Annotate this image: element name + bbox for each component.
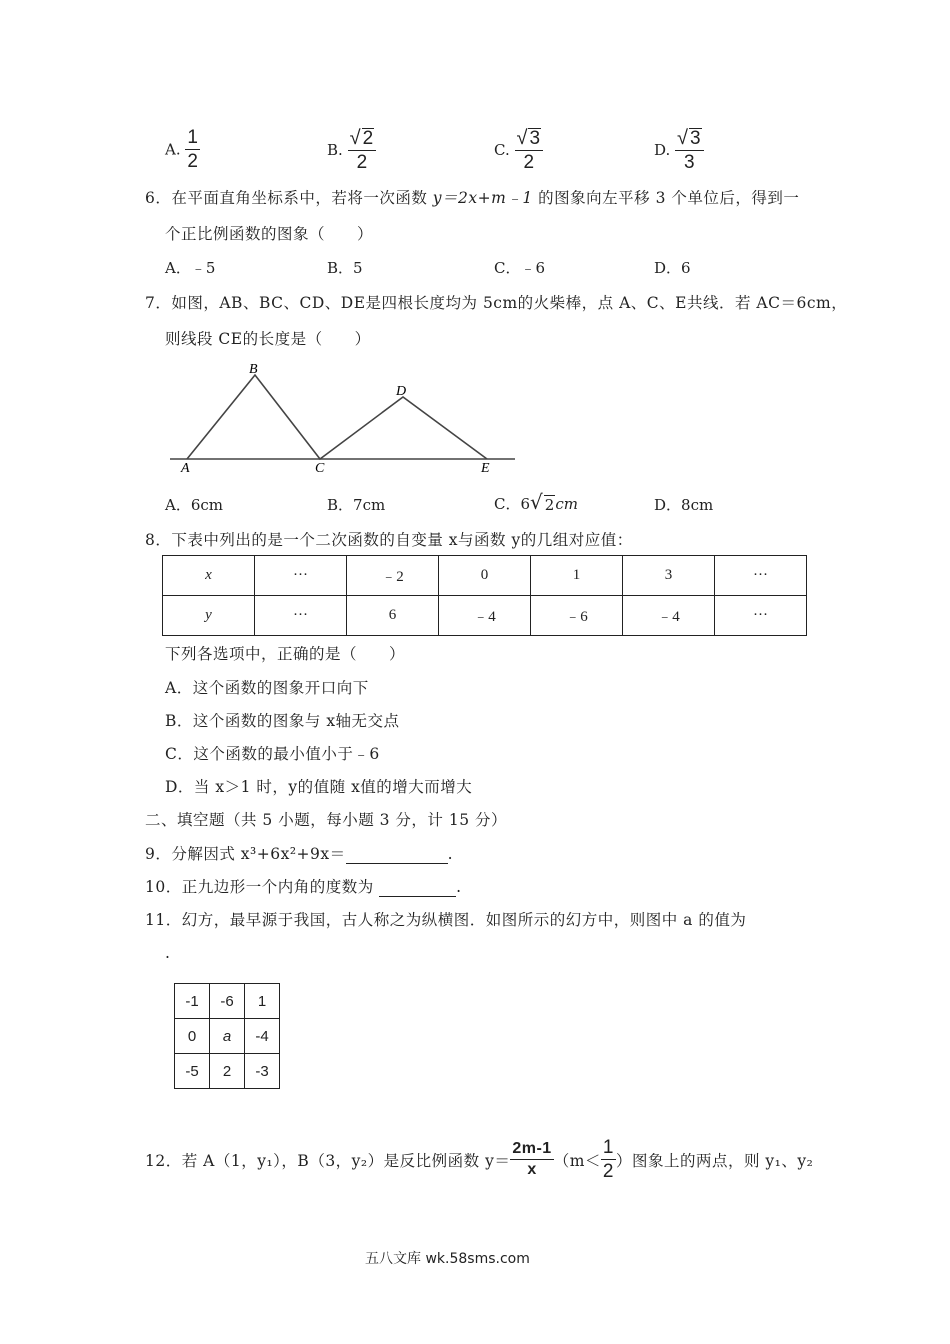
q6-option-b: B．5	[327, 259, 363, 277]
q6-option-c: C．﹣6	[494, 259, 546, 277]
q10: 10．正九边形一个内角的度数为 .	[145, 878, 462, 896]
table-cell: ﹣4	[623, 596, 715, 636]
q7-stem-line1: 7．如图，AB、BC、CD、DE是四根长度均为 5cm的火柴棒，点 A、C、E共线．若 AC＝6cm，	[145, 294, 848, 312]
q11-stem-line2: .	[165, 944, 171, 962]
table-cell: 6	[347, 596, 439, 636]
q6-stem-line2: 个正比例函数的图象（ ）	[165, 225, 374, 243]
table-row	[175, 1019, 280, 1054]
section-heading: 二、填空题（共 5 小题，每小题 3 分，计 15 分）	[145, 811, 508, 829]
table-cell: -5	[175, 1054, 210, 1089]
q12: 12．若 A（1，y₁），B（3，y₂）是反比例函数 y＝ $\frac{2m-1}{x}$ （m＜ $\frac{1}{2}$ ）图象上的两点，则 y₁、y₂	[145, 1137, 814, 1182]
q8-option-b: B．这个函数的图象与 x轴无交点	[165, 712, 400, 730]
table-cell: ···	[255, 556, 347, 596]
table-row-y	[163, 596, 807, 636]
q5-option-d: D. √ 3 3	[654, 128, 704, 172]
table-cell: ﹣2	[347, 556, 439, 596]
q8-option-c: C．这个函数的最小值小于﹣6	[165, 745, 380, 763]
q7-option-d: D．8cm	[654, 496, 714, 514]
matchstick-figure	[165, 355, 525, 480]
magic-square	[174, 983, 280, 1089]
label-c: C	[315, 461, 325, 476]
q6-stem-line1: 6．在平面直角坐标系中，若将一次函数 y＝2x+m﹣1 的图象向左平移 3 个单位后，得到一	[145, 189, 800, 207]
table-row	[175, 984, 280, 1019]
table-cell: a	[210, 1019, 245, 1054]
label-e: E	[481, 461, 490, 476]
q8-stem: 8．下表中列出的是一个二次函数的自变量 x与函数 y的几组对应值：	[145, 531, 633, 549]
q7-option-c: C．6 √ 2 cm	[494, 490, 578, 514]
table-cell: 2	[210, 1054, 245, 1089]
q7-option-a: A．6cm	[165, 496, 224, 514]
label-b: B	[249, 362, 258, 377]
q8-value-table	[162, 555, 807, 636]
table-cell: 0	[439, 556, 531, 596]
table-cell: -3	[245, 1054, 280, 1089]
table-row-x	[163, 556, 807, 596]
table-row	[175, 1054, 280, 1089]
table-cell: ﹣6	[531, 596, 623, 636]
label-a: A	[181, 461, 190, 476]
label-d: D	[396, 384, 407, 399]
q7-option-b: B．7cm	[327, 496, 386, 514]
q8-option-a: A．这个函数的图象开口向下	[165, 679, 369, 697]
table-cell: -4	[245, 1019, 280, 1054]
table-cell: ﹣4	[439, 596, 531, 636]
q8-option-d: D．当 x＞1 时，y的值随 x值的增大而增大	[165, 778, 473, 796]
q11-stem-line1: 11．幻方，最早源于我国，古人称之为纵横图．如图所示的幻方中，则图中 a 的值为	[145, 911, 747, 929]
answer-blank[interactable]	[379, 882, 456, 897]
table-cell: y	[163, 596, 255, 636]
q6-option-a: A．﹣5	[165, 259, 216, 277]
q5-option-c: C. √ 3 2	[494, 128, 543, 172]
matchsticks	[187, 375, 487, 459]
q5-option-b: B. √ 2 2	[327, 128, 376, 172]
q9: 9．分解因式 x³+6x²+9x＝ .	[145, 845, 454, 863]
q7-stem-line2: 则线段 CE的长度是（ ）	[165, 330, 371, 348]
table-cell: ···	[715, 596, 807, 636]
table-cell: 0	[175, 1019, 210, 1054]
table-cell: ···	[715, 556, 807, 596]
table-cell: -6	[210, 984, 245, 1019]
table-cell: x	[163, 556, 255, 596]
table-cell: 1	[245, 984, 280, 1019]
table-cell: -1	[175, 984, 210, 1019]
table-cell: ···	[255, 596, 347, 636]
answer-blank[interactable]	[346, 849, 448, 864]
q6-option-d: D．6	[654, 259, 691, 277]
table-cell: 3	[623, 556, 715, 596]
table-cell: 1	[531, 556, 623, 596]
q8-question: 下列各选项中，正确的是（ ）	[165, 645, 406, 663]
q5-option-a: A. $\frac{1}{2}$	[165, 127, 198, 172]
footer-watermark: 五八文库 wk.58sms.com	[365, 1251, 530, 1267]
